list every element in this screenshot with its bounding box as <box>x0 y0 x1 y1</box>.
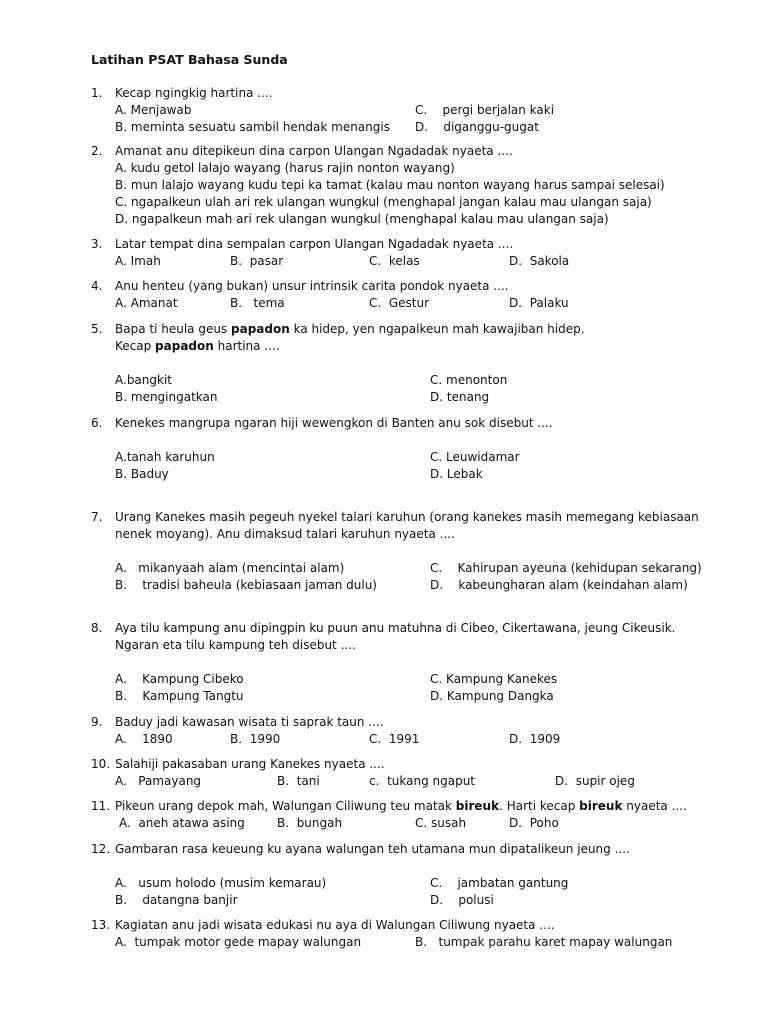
question-number: 3. <box>91 237 103 251</box>
option-c: C. Gestur <box>369 296 430 310</box>
question-1 <box>91 85 731 136</box>
option-a: A. Imah <box>115 254 161 268</box>
option-c: C. ngapalkeun ulah ari rek ulangan wungkul (menghapal jangan kalau mau ulangan saja) <box>115 195 652 209</box>
option-d: D. diganggu-gugat <box>415 120 539 134</box>
option-a: A.tanah karuhun <box>115 450 215 464</box>
question-text: Kagiatan anu jadi wisata edukasi nu aya di Walungan Ciliwung nyaeta .... <box>115 918 555 932</box>
option-a: A. tumpak motor gede mapay walungan <box>115 935 362 949</box>
question-text: Bapa ti heula geus papadon ka hidep, yen ngapalkeun mah kawajiban hidep. <box>115 322 585 336</box>
option-b: B. datangna banjir <box>115 893 238 907</box>
question-text-line-2: nenek moyang). Anu dimaksud talari karuhun nyaeta .... <box>115 527 455 541</box>
bold-term: bireuk <box>579 799 623 813</box>
question-text: Urang Kanekes masih pegeuh nyekel talari karuhun (orang kanekes masih memegang kebiasaan <box>115 510 699 524</box>
question-number: 5. <box>91 322 103 336</box>
option-d: D. supir ojeg <box>555 774 635 788</box>
option-b: B. meminta sesuatu sambil hendak menangis <box>115 120 390 134</box>
question-text: Baduy jadi kawasan wisata ti saprak taun .... <box>115 715 384 729</box>
question-number: 6. <box>91 416 103 430</box>
question-number: 2. <box>91 144 103 158</box>
question-6 <box>91 415 731 483</box>
question-number: 9. <box>91 715 103 729</box>
option-b: B. 1990 <box>230 732 281 746</box>
question-10 <box>91 756 731 790</box>
option-c: c. tukang ngaput <box>369 774 476 788</box>
question-11 <box>91 798 731 832</box>
option-d: D. Poho <box>509 816 559 830</box>
option-d: D. kabeungharan alam (keindahan alam) <box>430 578 688 592</box>
bold-term: papadon <box>231 322 290 336</box>
question-text: Latar tempat dina sempalan carpon Ulangan Ngadadak nyaeta .... <box>115 237 514 251</box>
question-text: Amanat anu ditepikeun dina carpon Ulangan Ngadadak nyaeta .... <box>115 144 513 158</box>
option-b: B. Baduy <box>115 467 169 481</box>
question-text-line-2: Kecap papadon hartina .... <box>115 339 280 353</box>
question-5 <box>91 321 731 406</box>
option-d: D. tenang <box>430 390 490 404</box>
question-text: Gambaran rasa keueung ku ayana walungan teh utamana mun dipatalikeun jeung .... <box>115 842 630 856</box>
option-d: D. Palaku <box>509 296 569 310</box>
option-a: A. Menjawab <box>115 103 192 117</box>
question-7 <box>91 509 731 594</box>
question-12 <box>91 841 731 909</box>
question-number: 13. <box>91 918 111 932</box>
option-d: D. Lebak <box>430 467 483 481</box>
option-d: D. 1909 <box>509 732 561 746</box>
option-d: D. polusi <box>430 893 494 907</box>
option-a: A.bangkit <box>115 373 172 387</box>
option-c: C. Kampung Kanekes <box>430 672 558 686</box>
question-text: Kecap ngingkig hartina .... <box>115 86 273 100</box>
option-a: A. Amanat <box>115 296 178 310</box>
option-c: C. 1991 <box>369 732 420 746</box>
option-a: A. Kampung Cibeko <box>115 672 244 686</box>
option-c: C. Kahirupan ayeuna (kehidupan sekarang) <box>430 561 702 575</box>
question-text: Salahiji pakasaban urang Kanekes nyaeta .... <box>115 757 385 771</box>
option-c: C. jambatan gantung <box>430 876 569 890</box>
option-b: B. bungah <box>277 816 343 830</box>
option-a: A. usum holodo (musim kemarau) <box>115 876 327 890</box>
question-number: 4. <box>91 279 103 293</box>
question-13 <box>91 917 731 951</box>
question-3 <box>91 236 731 270</box>
question-number: 7. <box>91 510 103 524</box>
question-number: 11. <box>91 799 111 813</box>
question-text: Anu henteu (yang bukan) unsur intrinsik carita pondok nyaeta .... <box>115 279 509 293</box>
option-b: B. tumpak parahu karet mapay walungan <box>415 935 673 949</box>
question-text: Kenekes mangrupa ngaran hiji wewengkon di Banten anu sok disebut .... <box>115 416 553 430</box>
option-b: B. tani <box>277 774 320 788</box>
option-c: C. menonton <box>430 373 508 387</box>
question-text-line-2: Ngaran eta tilu kampung teh disebut .... <box>115 638 356 652</box>
option-b: B. tradisi baheula (kebiasaan jaman dulu) <box>115 578 377 592</box>
option-a: A. kudu getol lalajo wayang (harus rajin nonton wayang) <box>115 161 455 175</box>
question-8 <box>91 620 731 705</box>
option-a: A. aneh atawa asing <box>119 816 245 830</box>
option-b: B. tema <box>230 296 285 310</box>
option-a: A. mikanyaah alam (mencintai alam) <box>115 561 345 575</box>
question-number: 8. <box>91 621 103 635</box>
option-d: D. Kampung Dangka <box>430 689 554 703</box>
question-number: 1. <box>91 86 103 100</box>
question-number: 12. <box>91 842 111 856</box>
option-c: C. Leuwidamar <box>430 450 520 464</box>
option-c: C. susah <box>415 816 467 830</box>
question-2 <box>91 143 731 228</box>
document-title: Latihan PSAT Bahasa Sunda <box>91 52 288 67</box>
bold-term: papadon <box>155 339 214 353</box>
option-b: B. pasar <box>230 254 284 268</box>
question-4 <box>91 278 731 312</box>
question-text: Pikeun urang depok mah, Walungan Ciliwung teu matak bireuk. Harti kecap bireuk nyaeta .... <box>115 799 687 813</box>
option-a: A. 1890 <box>115 732 173 746</box>
question-number: 10. <box>91 757 111 771</box>
option-c: C. pergi berjalan kaki <box>415 103 555 117</box>
option-b: B. mengingatkan <box>115 390 218 404</box>
option-a: A. Pamayang <box>115 774 202 788</box>
question-9 <box>91 714 731 748</box>
option-d: D. ngapalkeun mah ari rek ulangan wungkul (menghapal kalau mau ulangan saja) <box>115 212 609 226</box>
question-text: Aya tilu kampung anu dipingpin ku puun anu matuhna di Cibeo, Cikertawana, jeung Cikeusik. <box>115 621 676 635</box>
option-b: B. Kampung Tangtu <box>115 689 244 703</box>
bold-term: bireuk <box>455 799 500 813</box>
option-b: B. mun lalajo wayang kudu tepi ka tamat (kalau mau nonton wayang harus sampai selesai) <box>115 178 665 192</box>
option-d: D. Sakola <box>509 254 570 268</box>
option-c: C. kelas <box>369 254 420 268</box>
